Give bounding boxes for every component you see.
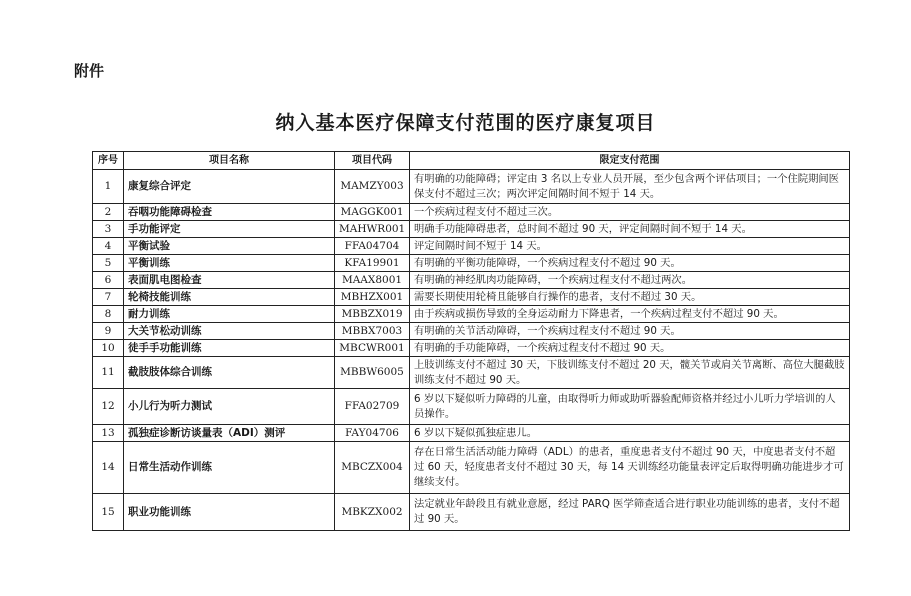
item-code: MAGGK001 xyxy=(335,204,410,221)
row-number: 15 xyxy=(93,494,124,531)
row-number: 1 xyxy=(93,170,124,204)
table-row xyxy=(93,221,850,238)
payment-scope: 需要长期使用轮椅且能够自行操作的患者，支付不超过 30 天。 xyxy=(410,289,850,306)
item-name: 表面肌电图检查 xyxy=(124,272,335,289)
item-name: 康复综合评定 xyxy=(124,170,335,204)
item-code: MBBZX019 xyxy=(335,306,410,323)
table-row xyxy=(93,389,850,425)
item-name: 孤独症诊断访谈量表（ADI）测评 xyxy=(124,425,335,442)
rehab-items-table xyxy=(92,151,850,531)
item-code: MBKZX002 xyxy=(335,494,410,531)
payment-scope: 有明确的关节活动障碍，一个疾病过程支付不超过 90 天。 xyxy=(410,323,850,340)
item-code: MBCZX004 xyxy=(335,442,410,494)
table-row xyxy=(93,289,850,306)
item-name: 小儿行为听力测试 xyxy=(124,389,335,425)
table-row xyxy=(93,442,850,494)
row-number: 2 xyxy=(93,204,124,221)
payment-scope: 6 岁以下疑似听力障碍的儿童，由取得听力师或助听器验配师资格并经过小儿听力学培训的人员操作。 xyxy=(410,389,850,425)
payment-scope: 有明确的功能障碍；评定由 3 名以上专业人员开展，至少包含两个评估项目；一个住院期间医保支付不超过三次；两次评定间隔时间不短于 14 天。 xyxy=(410,170,850,204)
row-number: 6 xyxy=(93,272,124,289)
item-name: 大关节松动训练 xyxy=(124,323,335,340)
row-number: 11 xyxy=(93,357,124,389)
header-scope: 限定支付范围 xyxy=(410,152,850,170)
item-code: MBBX7003 xyxy=(335,323,410,340)
table-row xyxy=(93,494,850,531)
item-code: MBHZX001 xyxy=(335,289,410,306)
payment-scope: 有明确的手功能障碍，一个疾病过程支付不超过 90 天。 xyxy=(410,340,850,357)
item-code: MAHWR001 xyxy=(335,221,410,238)
row-number: 8 xyxy=(93,306,124,323)
attachment-label: 附件 xyxy=(74,62,105,80)
item-code: FFA02709 xyxy=(335,389,410,425)
item-code: MBBW6005 xyxy=(335,357,410,389)
table-row xyxy=(93,323,850,340)
payment-scope: 评定间隔时间不短于 14 天。 xyxy=(410,238,850,255)
payment-scope: 有明确的神经肌肉功能障碍，一个疾病过程支付不超过两次。 xyxy=(410,272,850,289)
table-row xyxy=(93,272,850,289)
table-row xyxy=(93,340,850,357)
row-number: 12 xyxy=(93,389,124,425)
table-row xyxy=(93,170,850,204)
item-name: 耐力训练 xyxy=(124,306,335,323)
table-row xyxy=(93,357,850,389)
row-number: 14 xyxy=(93,442,124,494)
payment-scope: 有明确的平衡功能障碍，一个疾病过程支付不超过 90 天。 xyxy=(410,255,850,272)
row-number: 5 xyxy=(93,255,124,272)
header-name: 项目名称 xyxy=(124,152,335,170)
item-name: 截肢肢体综合训练 xyxy=(124,357,335,389)
item-code: FAY04706 xyxy=(335,425,410,442)
item-code: MAMZY003 xyxy=(335,170,410,204)
item-name: 平衡训练 xyxy=(124,255,335,272)
payment-scope: 明确手功能障碍患者，总时间不超过 90 天，评定间隔时间不短于 14 天。 xyxy=(410,221,850,238)
item-name: 徒手手功能训练 xyxy=(124,340,335,357)
item-name: 职业功能训练 xyxy=(124,494,335,531)
row-number: 10 xyxy=(93,340,124,357)
table-row xyxy=(93,204,850,221)
payment-scope: 一个疾病过程支付不超过三次。 xyxy=(410,204,850,221)
row-number: 7 xyxy=(93,289,124,306)
header-code: 项目代码 xyxy=(335,152,410,170)
item-name: 平衡试验 xyxy=(124,238,335,255)
row-number: 13 xyxy=(93,425,124,442)
payment-scope: 由于疾病或损伤导致的全身运动耐力下降患者，一个疾病过程支付不超过 90 天。 xyxy=(410,306,850,323)
table-row xyxy=(93,255,850,272)
payment-scope: 存在日常生活活动能力障碍（ADL）的患者，重度患者支付不超过 90 天，中度患者支付不超过 60 天，轻度患者支付不超过 30 天，每 14 天训练经功能量表评定后取得明确功能进步才可继续支付。 xyxy=(410,442,850,494)
table-row xyxy=(93,238,850,255)
header-no: 序号 xyxy=(93,152,124,170)
payment-scope: 上肢训练支付不超过 30 天，下肢训练支付不超过 20 天，髋关节或肩关节离断、高位大腿截肢训练支付不超过 90 天。 xyxy=(410,357,850,389)
item-name: 日常生活动作训练 xyxy=(124,442,335,494)
item-name: 吞咽功能障碍检查 xyxy=(124,204,335,221)
item-name: 轮椅技能训练 xyxy=(124,289,335,306)
row-number: 3 xyxy=(93,221,124,238)
item-code: FFA04704 xyxy=(335,238,410,255)
payment-scope: 6 岁以下疑似孤独症患儿。 xyxy=(410,425,850,442)
table-row xyxy=(93,425,850,442)
table-row xyxy=(93,306,850,323)
item-name: 手功能评定 xyxy=(124,221,335,238)
table-header-row xyxy=(93,152,850,170)
item-code: MAAX8001 xyxy=(335,272,410,289)
item-code: KFA19901 xyxy=(335,255,410,272)
row-number: 4 xyxy=(93,238,124,255)
item-code: MBCWR001 xyxy=(335,340,410,357)
payment-scope: 法定就业年龄段且有就业意愿，经过 PARQ 医学筛查适合进行职业功能训练的患者，支付不超过 90 天。 xyxy=(410,494,850,531)
row-number: 9 xyxy=(93,323,124,340)
document-title: 纳入基本医疗保障支付范围的医疗康复项目 xyxy=(275,112,656,134)
